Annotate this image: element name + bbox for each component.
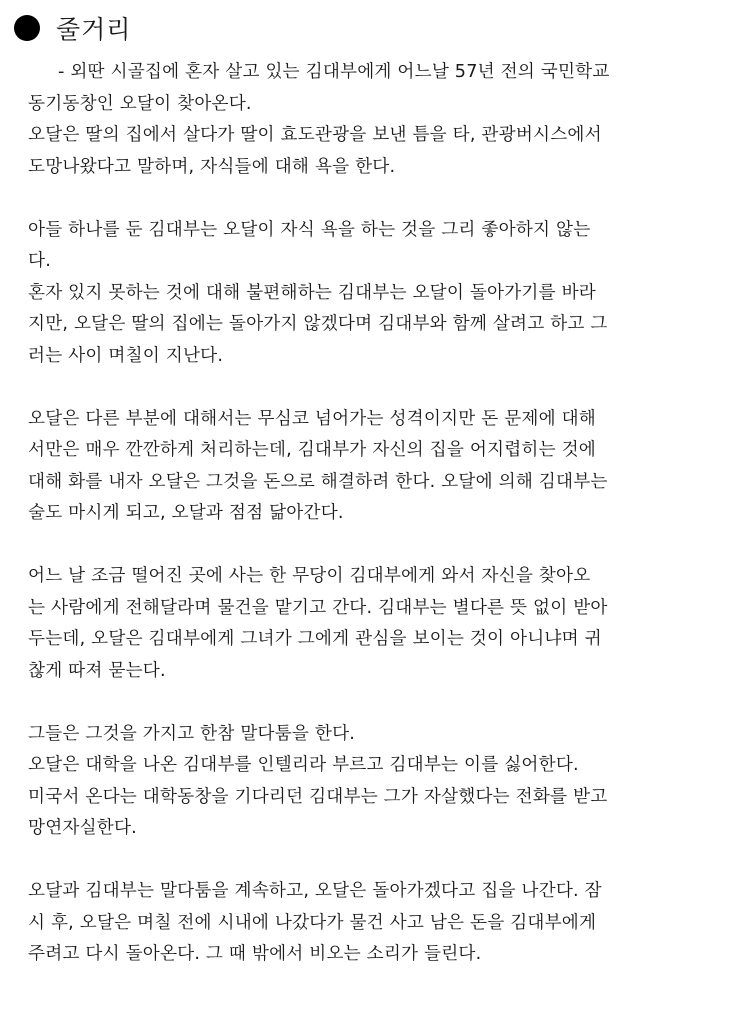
paragraph-gap bbox=[28, 530, 733, 562]
text-line: 러는 사이 며칠이 지난다. bbox=[28, 345, 224, 366]
text-line: 시 후, 오달은 며칠 전에 시내에 나갔다가 물건 사고 남은 돈을 김대부에게 bbox=[28, 912, 597, 933]
text-line: 오달은 딸의 집에서 살다가 딸이 효도관광을 보낸 틈을 타, 관광버시스에서 bbox=[28, 125, 602, 145]
paragraph-gap bbox=[28, 687, 733, 719]
text-line: 어느 날 조금 떨어진 곳에 사는 한 무당이 김대부에게 와서 자신을 찾아오 bbox=[28, 566, 591, 586]
section-heading bbox=[14, 8, 131, 48]
text-line: - 외딴 시골집에 혼자 살고 있는 김대부에게 어느날 57년 전의 국민학교 bbox=[58, 62, 610, 82]
text-line: 다. bbox=[28, 251, 51, 271]
text-line: 동기동창인 오달이 찾아온다. bbox=[28, 93, 252, 114]
text-line: 대해 화를 내자 오달은 그것을 돈으로 해결하려 한다. 오달에 의해 김대부는 bbox=[28, 471, 608, 492]
text-line: 술도 마시게 되고, 오달과 점점 닮아간다. bbox=[28, 503, 344, 523]
text-line: 망연자실한다. bbox=[28, 818, 137, 838]
text-line: 미국서 온다는 대학동창을 기다리던 김대부는 그가 자살했다는 전화를 받고 bbox=[28, 786, 608, 807]
text-line: 서만은 매우 깐깐하게 처리하는데, 김대부가 자신의 집을 어지렵히는 것에 bbox=[28, 440, 597, 460]
paragraph-gap bbox=[28, 372, 733, 404]
text-line: 그들은 그것을 가지고 한참 말다툼을 한다. bbox=[28, 723, 356, 744]
paragraph-gap bbox=[28, 845, 733, 877]
text-line: 지만, 오달은 딸의 집에는 돌아가지 않겠다며 김대부와 함께 살려고 하고 그 bbox=[28, 314, 608, 334]
text-line: 아들 하나를 둔 김대부는 오달이 자식 욕을 하는 것을 그리 좋아하지 않는 bbox=[28, 219, 591, 240]
filled-circle-bullet-icon bbox=[14, 15, 40, 41]
text-line: 두는데, 오달은 김대부에게 그녀가 그에게 관심을 보이는 것이 아니냐며 귀 bbox=[28, 629, 602, 649]
text-line: 혼자 있지 못하는 것에 대해 불편해하는 김대부는 오달이 돌아가기를 바라 bbox=[28, 282, 597, 303]
paragraph-gap bbox=[28, 183, 733, 215]
text-line: 도망나왔다고 말하며, 자식들에 대해 욕을 한다. bbox=[28, 156, 396, 177]
text-line: 찮게 따져 묻는다. bbox=[28, 660, 166, 681]
text-line: 오달과 김대부는 말다툼을 계속하고, 오달은 돌아가겠다고 집을 나간다. 잠 bbox=[28, 881, 602, 901]
synopsis-body bbox=[28, 57, 733, 971]
section-title: 줄거리 bbox=[56, 15, 132, 44]
text-line: 오달은 다른 부분에 대해서는 무심코 넘어가는 성격이지만 돈 문제에 대해 bbox=[28, 408, 597, 429]
text-line: 오달은 대학을 나온 김대부를 인텔리라 부르고 김대부는 이를 싫어한다. bbox=[28, 755, 579, 775]
text-line: 주려고 다시 돌아온다. 그 때 밖에서 비오는 소리가 들린다. bbox=[28, 944, 482, 964]
text-line: 는 사람에게 전해달라며 물건을 맡기고 간다. 김대부는 별다른 뜻 없이 받아 bbox=[28, 597, 608, 618]
